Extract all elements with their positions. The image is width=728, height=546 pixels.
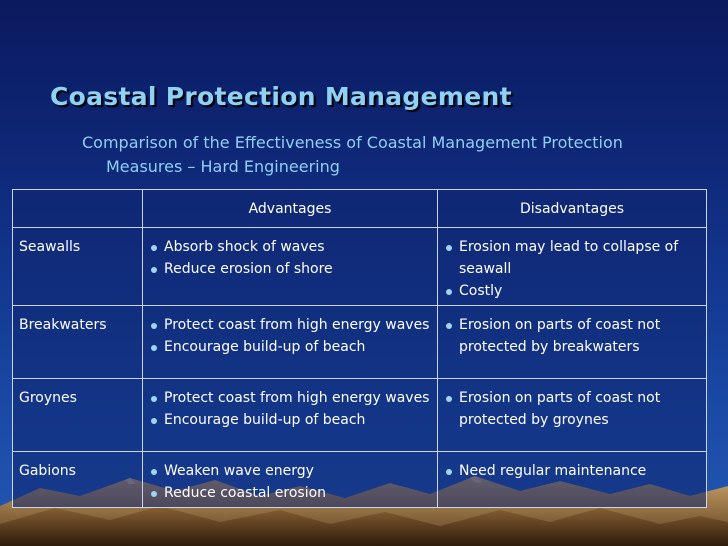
list-item: Erosion on parts of coast not protected by breakwaters [444, 314, 700, 358]
list-item: Erosion may lead to collapse of seawall [444, 236, 700, 280]
slide-subtitle: Comparison of the Effectiveness of Coastal Management Protection Measures – Hard Engineering [82, 133, 623, 176]
slide-title: Coastal Protection Management [50, 82, 512, 111]
comparison-table [12, 189, 707, 508]
disadvantages-cell [438, 379, 707, 452]
list-item: Protect coast from high energy waves [149, 314, 431, 336]
table-row [13, 228, 707, 306]
list-item: Costly [444, 280, 700, 302]
list-item: Encourage build-up of beach [149, 409, 431, 431]
disadvantages-cell [438, 228, 707, 306]
header-advantages: Advantages [143, 190, 438, 228]
list-item: Encourage build-up of beach [149, 336, 431, 358]
disadvantages-cell [438, 306, 707, 379]
header-blank [13, 190, 143, 228]
header-disadvantages: Disadvantages [438, 190, 707, 228]
row-label: Breakwaters [13, 306, 143, 379]
list-item: Absorb shock of waves [149, 236, 431, 258]
list-item: Need regular maintenance [444, 460, 700, 482]
table-row [13, 306, 707, 379]
row-label: Seawalls [13, 228, 143, 306]
table-row [13, 452, 707, 508]
disadvantages-cell [438, 452, 707, 508]
table-row [13, 379, 707, 452]
row-label: Groynes [13, 379, 143, 452]
list-item: Erosion on parts of coast not protected by groynes [444, 387, 700, 431]
list-item: Weaken wave energy [149, 460, 431, 482]
advantages-cell [143, 379, 438, 452]
list-item: Protect coast from high energy waves [149, 387, 431, 409]
list-item: Reduce coastal erosion [149, 482, 431, 504]
list-item: Reduce erosion of shore [149, 258, 431, 280]
table-header-row [13, 190, 707, 228]
advantages-cell [143, 452, 438, 508]
advantages-cell [143, 306, 438, 379]
row-label: Gabions [13, 452, 143, 508]
advantages-cell [143, 228, 438, 306]
